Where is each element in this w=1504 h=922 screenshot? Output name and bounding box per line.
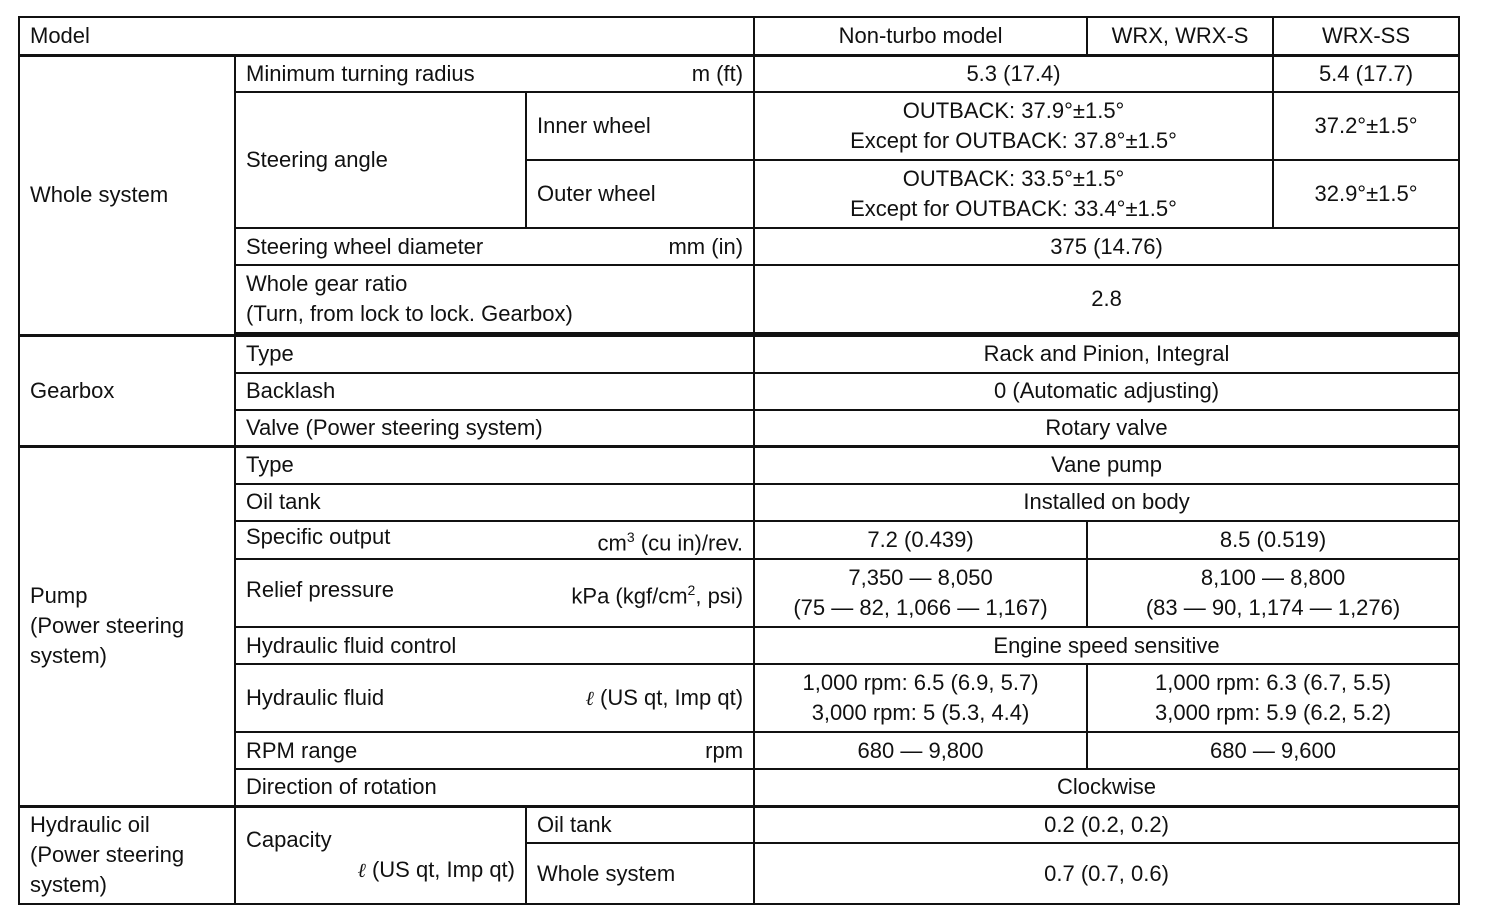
group-line: Pump [30,583,88,609]
value-line: (75 — 82, 1,066 — 1,167) [793,595,1048,620]
turning-radius-label [235,55,754,92]
table-row [19,265,1459,333]
label-line: Capacity [246,827,332,853]
specifications-table [18,16,1460,905]
specific-output-nonturbo: 7.2 (0.439) [754,521,1087,559]
header-wrx-ss: WRX-SS [1273,17,1459,55]
rotation-label: Direction of rotation [235,769,754,806]
oil-tank-value: 0.2 (0.2, 0.2) [754,806,1459,843]
table-row [19,559,1459,627]
header-model: Model [19,17,754,55]
table-row [19,336,1459,373]
row-label: Relief pressure [246,576,394,602]
wheel-diameter-label [235,228,754,265]
value-line: 3,000 rpm: 5 (5.3, 4.4) [811,700,1030,725]
gearbox-type-label: Type [235,336,754,373]
whole-system-value: 0.7 (0.7, 0.6) [754,843,1459,904]
unit-text: (cu in)/rev. [634,530,744,555]
table-row [19,92,1459,160]
pump-oil-tank-value: Installed on body [754,484,1459,521]
specific-output-label [235,521,754,559]
value-line: 7,350 — 8,050 [848,565,993,590]
unit-text: , psi) [695,583,744,609]
gear-ratio-label [235,265,754,333]
row-label: Hydraulic fluid [246,685,385,710]
steering-angle-label: Steering angle [235,92,526,228]
table-row [19,769,1459,806]
header-wrx: WRX, WRX-S [1087,17,1273,55]
turning-radius-wrxss: 5.4 (17.7) [1273,55,1459,92]
unit-superscript: 3 [626,528,635,545]
group-line: (Power steering [30,842,185,868]
litre-symbol: ℓ [585,686,594,710]
backlash-label: Backlash [235,373,754,410]
fluid-control-label: Hydraulic fluid control [235,627,754,664]
valve-value: Rotary valve [754,410,1459,447]
label-line: (Turn, from lock to lock. Gearbox) [246,301,573,326]
row-label: Steering wheel diameter [246,233,484,259]
litre-symbol: ℓ [357,858,366,883]
hydraulic-fluid-nonturbo [754,664,1087,732]
outer-wheel-wrxss: 32.9°±1.5° [1273,160,1459,228]
turning-radius-value: 5.3 (17.4) [754,55,1273,92]
outer-wheel-label: Outer wheel [526,160,754,228]
specific-output-wrx: 8.5 (0.519) [1087,521,1459,559]
oil-tank-label: Oil tank [526,806,754,843]
table-row [19,447,1459,484]
table-row [19,627,1459,664]
table-row [19,373,1459,410]
table-row [19,664,1459,732]
label-line: Whole gear ratio [246,271,408,296]
hydraulic-fluid-wrx [1087,664,1459,732]
inner-wheel-value [754,92,1273,160]
rpm-range-nonturbo: 680 — 9,800 [754,732,1087,769]
whole-system-label: Whole system [526,843,754,904]
inner-wheel-wrxss: 37.2°±1.5° [1273,92,1459,160]
row-label: Specific output [246,523,391,549]
outer-wheel-value [754,160,1273,228]
group-gearbox: Gearbox [19,336,235,447]
pump-type-value: Vane pump [754,447,1459,484]
pump-type-label: Type [235,447,754,484]
row-label: Minimum turning radius [246,60,475,86]
capacity-label [235,806,526,904]
table-row [19,55,1459,92]
relief-pressure-wrx [1087,559,1459,627]
row-unit: m (ft) [691,60,744,86]
value-line: 1,000 rpm: 6.5 (6.9, 5.7) [802,670,1039,695]
rpm-range-label [235,732,754,769]
table-row [19,521,1459,559]
relief-pressure-nonturbo [754,559,1087,627]
wheel-diameter-value: 375 (14.76) [754,228,1459,265]
header-non-turbo: Non-turbo model [754,17,1087,55]
relief-pressure-label [235,559,754,627]
value-line: (83 — 90, 1,174 — 1,276) [1145,595,1401,620]
rpm-range-wrx: 680 — 9,600 [1087,732,1459,769]
group-pump [19,447,235,806]
value-line: 3,000 rpm: 5.9 (6.2, 5.2) [1155,700,1392,725]
row-unit [571,575,743,611]
value-line: Except for OUTBACK: 33.4°±1.5° [850,196,1177,221]
group-line: (Power steering [30,613,185,639]
valve-label: Valve (Power steering system) [235,410,754,447]
capacity-unit [246,855,515,885]
row-label: RPM range [246,737,358,763]
table-row [19,732,1459,769]
value-line: OUTBACK: 37.9°±1.5° [902,98,1125,123]
table-row [19,228,1459,265]
unit-superscript: 2 [687,581,696,598]
group-line: Hydraulic oil [30,812,150,838]
group-whole-system: Whole system [19,55,235,336]
table-row [19,484,1459,521]
row-unit: rpm [705,737,744,763]
unit-text: (US qt, Imp qt) [593,685,744,710]
group-line: system) [30,872,107,898]
row-unit: mm (in) [668,233,744,259]
unit-text: cm [597,530,627,555]
table-row [19,806,1459,843]
header-row [19,17,1459,55]
backlash-value: 0 (Automatic adjusting) [754,373,1459,410]
unit-text: kPa (kgf/cm [571,583,688,609]
table-row [19,410,1459,447]
gearbox-type-value: Rack and Pinion, Integral [754,336,1459,373]
fluid-control-value: Engine speed sensitive [754,627,1459,664]
rotation-value: Clockwise [754,769,1459,806]
value-line: Except for OUTBACK: 37.8°±1.5° [850,128,1177,153]
value-line: 1,000 rpm: 6.3 (6.7, 5.5) [1155,670,1392,695]
value-line: 8,100 — 8,800 [1200,565,1346,590]
group-hydraulic-oil [19,806,235,904]
row-unit [598,522,744,558]
unit-text: (US qt, Imp qt) [365,857,515,883]
pump-oil-tank-label: Oil tank [235,484,754,521]
row-unit [586,683,744,713]
group-line: system) [30,643,107,669]
inner-wheel-label: Inner wheel [526,92,754,160]
hydraulic-fluid-label [235,664,754,732]
gear-ratio-value: 2.8 [754,265,1459,333]
value-line: OUTBACK: 33.5°±1.5° [902,166,1125,191]
